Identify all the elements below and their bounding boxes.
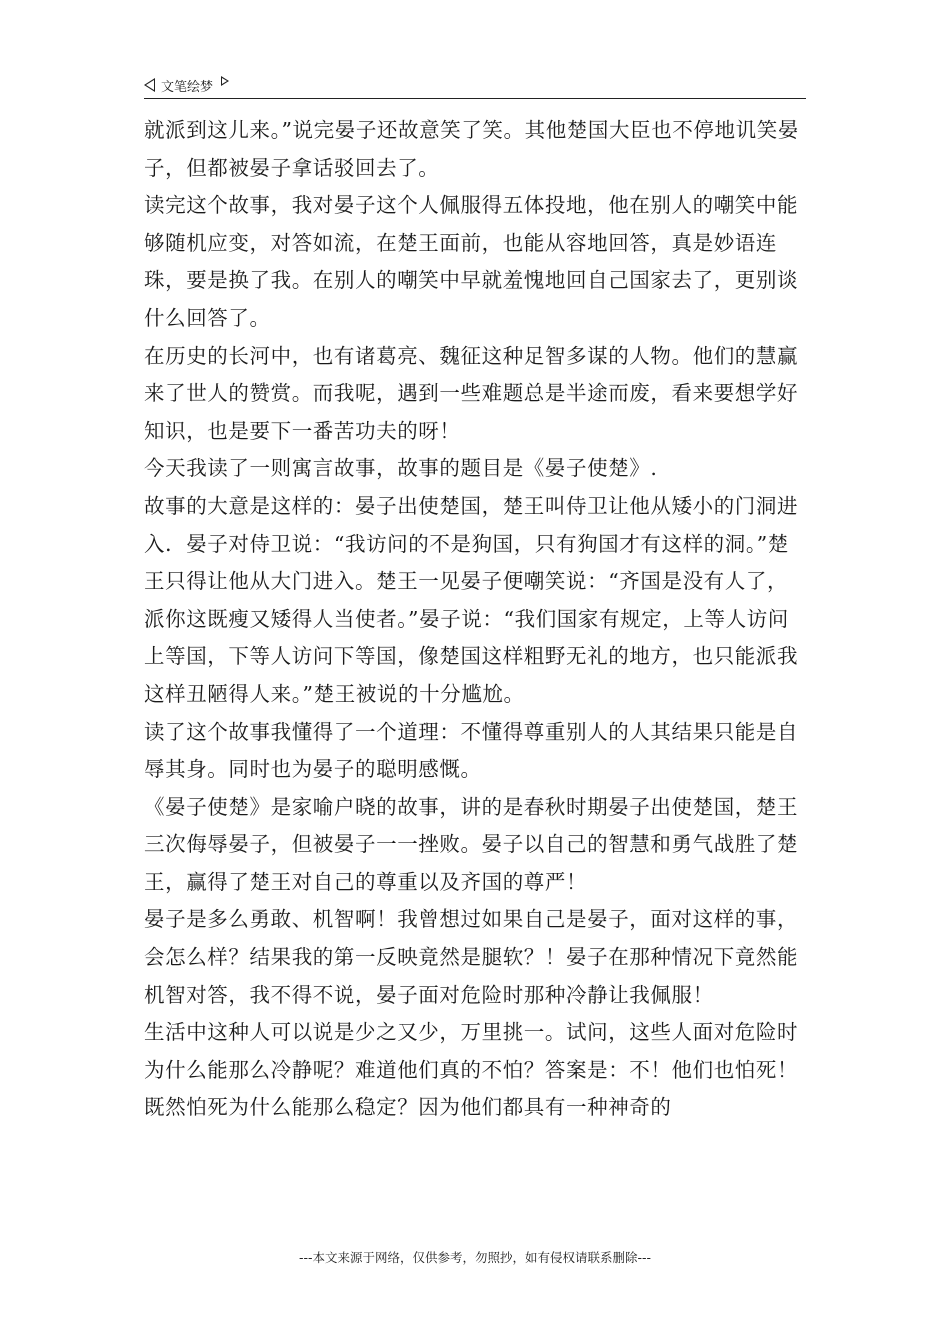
paragraph-4: 今天我读了一则寓言故事，故事的题目是《晏子使楚》. — [144, 456, 658, 481]
page-header — [144, 72, 806, 99]
page-footer-disclaimer: ---本文来源于网络，仅供参考，勿照抄，如有侵权请联系删除--- — [298, 1250, 652, 1265]
triangle-right-icon — [221, 76, 229, 86]
paragraph-5: 故事的大意是这样的：晏子出使楚国，楚王叫侍卫让他从矮小的门洞进入．晏子对侍卫说：“我访问的不是狗国，只有狗国才有这样的洞。”楚王只得让他从大门进入。楚王一见晏子便嘲笑说：“齐国是没有人了，派你这既瘦又矮得人当使者。”晏子说：“我们国家有规定，上等人访问上等国，下等人访问下等国，像楚国这样粗野无礼的地方，也只能派我这样丑陋得人来。”楚王被说的十分尴尬。 — [144, 493, 799, 706]
paragraph-1: 就派到这儿来。”说完晏子还故意笑了笑。其他楚国大臣也不停地讥笑晏子，但都被晏子拿话驳回去了。 — [144, 118, 799, 180]
header-title: 文笔绘梦 — [161, 79, 214, 95]
triangle-left-icon — [144, 78, 155, 92]
paragraph-6: 读了这个故事我懂得了一个道理：不懂得尊重别人的人其结果只能是自辱其身。同时也为晏子的聪明感慨。 — [144, 719, 799, 782]
document-body — [144, 112, 806, 1127]
paragraph-7: 《晏子使楚》是家喻户晓的故事，讲的是春秋时期晏子出使楚国，楚王三次侮辱晏子，但被晏子一一挫败。晏子以自己的智慧和勇气战胜了楚王，赢得了楚王对自己的尊重以及齐国的尊严！ — [144, 794, 799, 894]
paragraph-9: 生活中这种人可以说是少之又少，万里挑一。试问，这些人面对危险时为什么能那么冷静呢？难道他们真的不怕？答案是：不！他们也怕死！既然怕死为什么能那么稳定？因为他们都具有一种神奇的 — [144, 1020, 799, 1120]
paragraph-3: 在历史的长河中，也有诸葛亮、魏征这种足智多谋的人物。他们的慧赢来了世人的赞赏。而我呢，遇到一些难题总是半途而废，看来要想学好知识，也是要下一番苦功夫的呀！ — [144, 343, 799, 443]
paragraph-8: 晏子是多么勇敢、机智啊！我曾想过如果自己是晏子，面对这样的事，会怎么样？结果我的第一反映竟然是腿软？！晏子在那种情况下竟然能机智对答，我不得不说，晏子面对危险时那种冷静让我佩服！ — [144, 907, 799, 1007]
paragraph-2: 读完这个故事，我对晏子这个人佩服得五体投地，他在别人的嘲笑中能够随机应变，对答如流，在楚王面前，也能从容地回答，真是妙语连珠，要是换了我。在别人的嘲笑中早就羞愧地回自己国家去了，更别谈什么回答了。 — [144, 193, 799, 330]
